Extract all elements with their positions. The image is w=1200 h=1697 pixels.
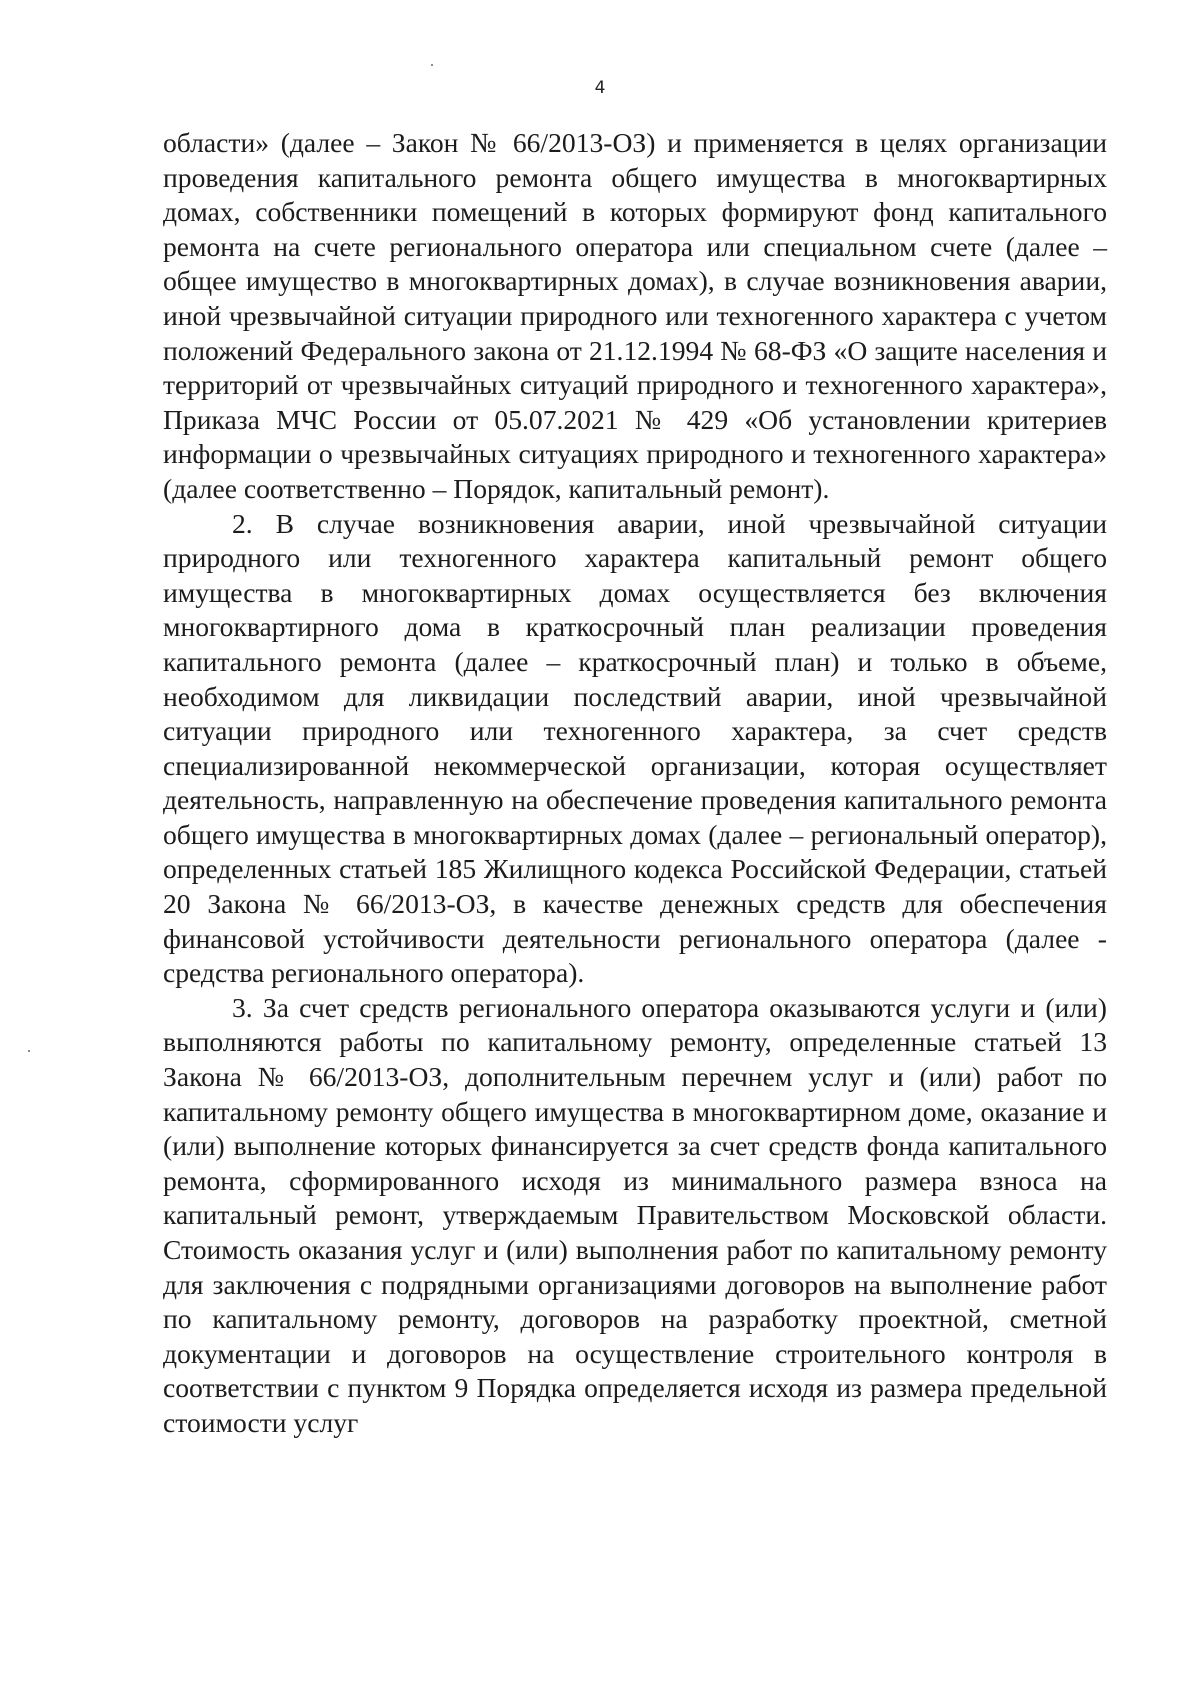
body-text: [163, 126, 1107, 1441]
page-number: 4: [594, 78, 606, 98]
paragraph-item-2: 2. В случае возникновения аварии, иной чрезвычайной ситуации природного или техногенного характера капитальный ремонт общего имущества в многоквартирных домах осуществляется без включения многоквартирного дома в краткосрочный план реализации проведения капитального ремонта (далее – краткосрочный план) и только в объеме, необходимом для ликвидации последствий аварии, иной чрезвычайной ситуации природного или техногенного характера, за счет средств специализированной некоммерческой организации, которая осуществляет деятельность, направленную на обеспечение проведения капитального ремонта общего имущества в многоквартирных домах (далее – региональный оператор), определенных статьей 185 Жилищного кодекса Российской Федерации, статьей 20 Закона № 66/2013-ОЗ, в качестве денежных средств для обеспечения финансовой устойчивости деятельности регионального оператора (далее - средства регионального оператора).: [163, 507, 1107, 989]
paragraph-continuation: области» (далее – Закон № 66/2013-ОЗ) и применяется в целях организации проведения капитального ремонта общего имущества в многоквартирных домах, собственники помещений в которых формируют фонд капитального ремонта на счете регионального оператора или специальном счете (далее – общее имущество в многоквартирных домах), в случае возникновения аварии, иной чрезвычайной ситуации природного или техногенного характера с учетом положений Федерального закона от 21.12.1994 № 68-ФЗ «О защите населения и территорий от чрезвычайных ситуаций природного и техногенного характера», Приказа МЧС России от 05.07.2021 № 429 «Об установлении критериев информации о чрезвычайных ситуациях природного и техногенного характера» (далее соответственно – Порядок, капитальный ремонт).: [163, 127, 1107, 504]
scan-speck: [431, 64, 433, 66]
scan-speck: [28, 1050, 30, 1052]
paragraph-item-3: 3. За счет средств регионального оператора оказываются услуги и (или) выполняются работы по капитальному ремонту, определенные статьей 13 Закона № 66/2013-ОЗ, дополнительным перечнем услуг и (или) работ по капитальному ремонту общего имущества в многоквартирном доме, оказание и (или) выполнение которых финансируется за счет средств фонда капитального ремонта, сформированного исходя из минимального размера взноса на капитальный ремонт, утверждаемым Правительством Московской области. Стоимость оказания услуг и (или) выполнения работ по капитальному ремонту для заключения с подрядными организациями договоров на выполнение работ по капитальному ремонту, договоров на разработку проектной, сметной документации и договоров на осуществление строительного контроля в соответствии с пунктом 9 Порядка определяется исходя из размера предельной стоимости услуг: [163, 991, 1107, 1438]
